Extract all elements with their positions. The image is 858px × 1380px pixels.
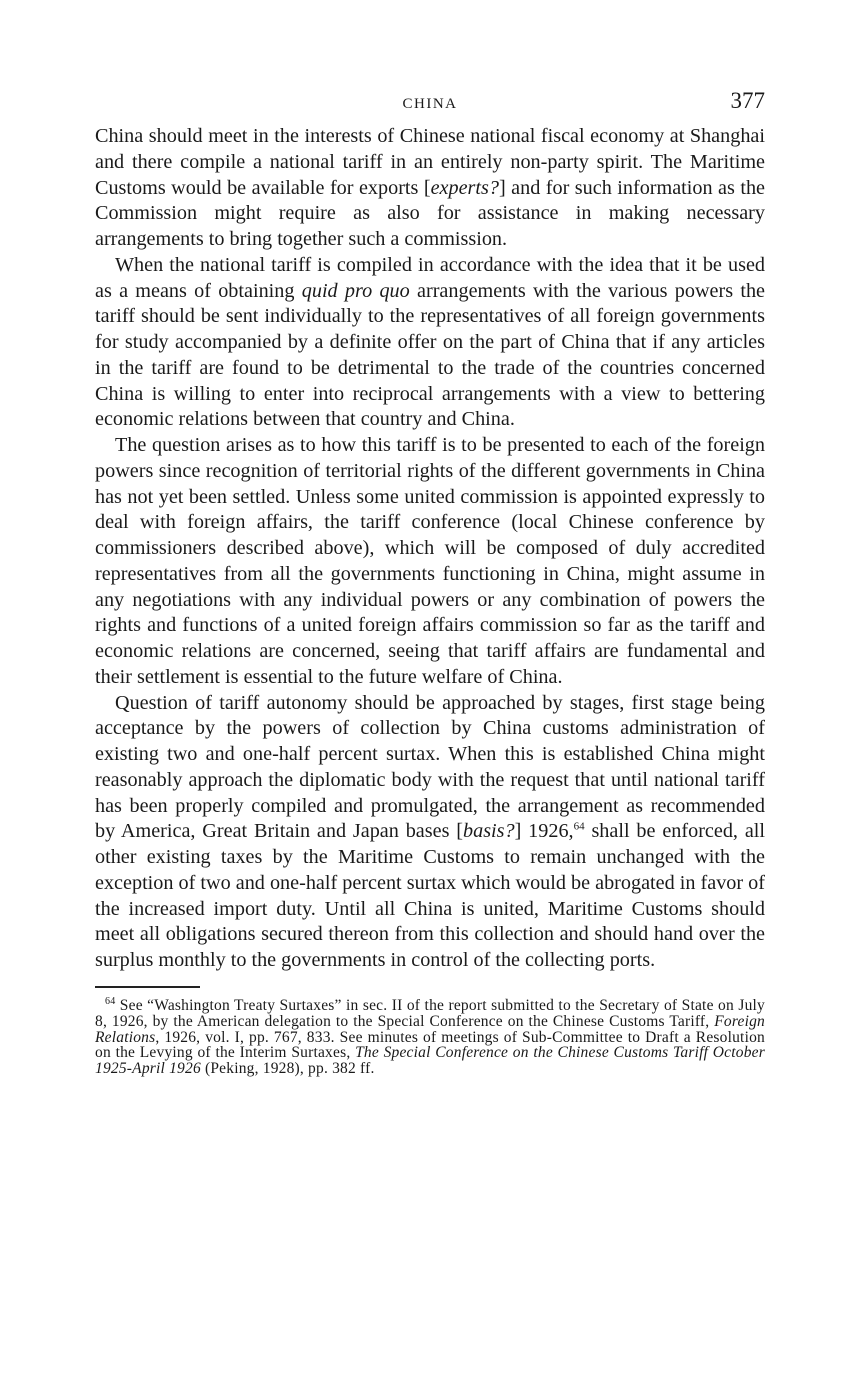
paragraph — [95, 433, 765, 691]
paragraph — [95, 124, 765, 253]
footnote-text: (Peking, 1928), pp. 382 ff. — [200, 1060, 375, 1078]
running-head: CHINA — [402, 96, 458, 112]
text-run: Question of tariff autonomy should be approached by stages, first stage being acceptance by the powers of collection by China customs administration of existing two and one-half percent surtax. When this is established China might reasonably approach the diplomatic body with the request that until national tariff has been properly compiled and promulgated, the arrangement as recommended by America, Great Britain and Japan bases [ — [95, 691, 765, 843]
footnote — [95, 995, 765, 1078]
page-header — [95, 88, 765, 124]
text-run: China should meet in the interests of Chinese national fiscal economy at Shanghai and there compile a national tariff in an entirely non-party spirit. The Maritime Customs would be available for exports [ — [95, 125, 765, 199]
page — [95, 88, 765, 1077]
italic-phrase: quid pro quo — [301, 279, 410, 302]
editorial-insertion: experts? — [430, 176, 499, 199]
footnote-text: , pp. 767, 833. See minutes of meetings of Sub-Committee to Draft a Resolution on the Levying of the Interim Surtaxes, — [95, 1028, 765, 1062]
footnote-reference[interactable]: 64 — [573, 820, 585, 833]
section-number: II — [391, 996, 403, 1014]
italic-title: Foreign Relations — [95, 1012, 765, 1046]
footnote-text: , 1926, vol. — [155, 1028, 235, 1046]
page-number: 377 — [730, 88, 765, 113]
italic-title: The Special Conference on the Chinese Customs Tariff October 1925-April 1926 — [95, 1044, 765, 1078]
paragraph — [95, 691, 765, 974]
editorial-insertion: basis? — [463, 820, 515, 843]
text-run: When the national tariff is compiled in accordance with the idea that it be used as a means of obtaining — [95, 253, 765, 302]
text-run: ] 1926, — [514, 820, 574, 843]
text-run: The question arises as to how this tariff is to be presented to each of the foreign powers since recognition of territorial rights of the different governments in China has not yet been settled. Unless some united commission is appointed expressly to deal with foreign affairs, the tariff conference (local Chinese conference by commissioners described above), which will be composed of duly accredited representatives from all the governments functioning in China, might assume in any negotiations with any individual powers or any combination of powers the rights and functions of a united foreign affairs commission so far as the tariff and economic relations are concerned, seeing that tariff affairs are fundamental and their settlement is essential to the future welfare of China. — [95, 434, 765, 688]
text-run: shall be enforced, all other existing taxes by the Maritime Customs to remain unchanged with the exception of two and one-half percent surtax which would be abrogated in favor of the increased import duty. Until all China is united, Maritime Customs should meet all obligations secured thereon from this collection and should hand over the surplus monthly to the governments in control of the collecting ports. — [95, 820, 766, 971]
body-text — [95, 124, 765, 974]
text-run: arrangements with the various powers the tariff should be sent individually to the representatives of all foreign governments for study accompanied by a definite offer on the part of China that if any articles in the tariff are found to be detrimental to the trade of the countries concerned China is willing to enter into reciprocal arrangements with a view to bettering economic relations between that country and China. — [95, 279, 766, 431]
volume-number: I — [234, 1028, 240, 1046]
paragraph — [95, 253, 765, 433]
footnote-text: See “Washington Treaty Surtaxes” in sec. — [115, 996, 392, 1014]
footnote-text: of the report submitted to the Secretary of State on July 8, 1926, by the American delegation to the Special Conference on the Chinese Customs Tariff, — [95, 996, 765, 1030]
footnote-divider — [95, 986, 200, 988]
text-run: ] and for such information as the Commission might require as also for assistance in making necessary arrangements to bring together such a commission. — [95, 176, 765, 250]
footnote-mark: 64 — [105, 995, 116, 1007]
